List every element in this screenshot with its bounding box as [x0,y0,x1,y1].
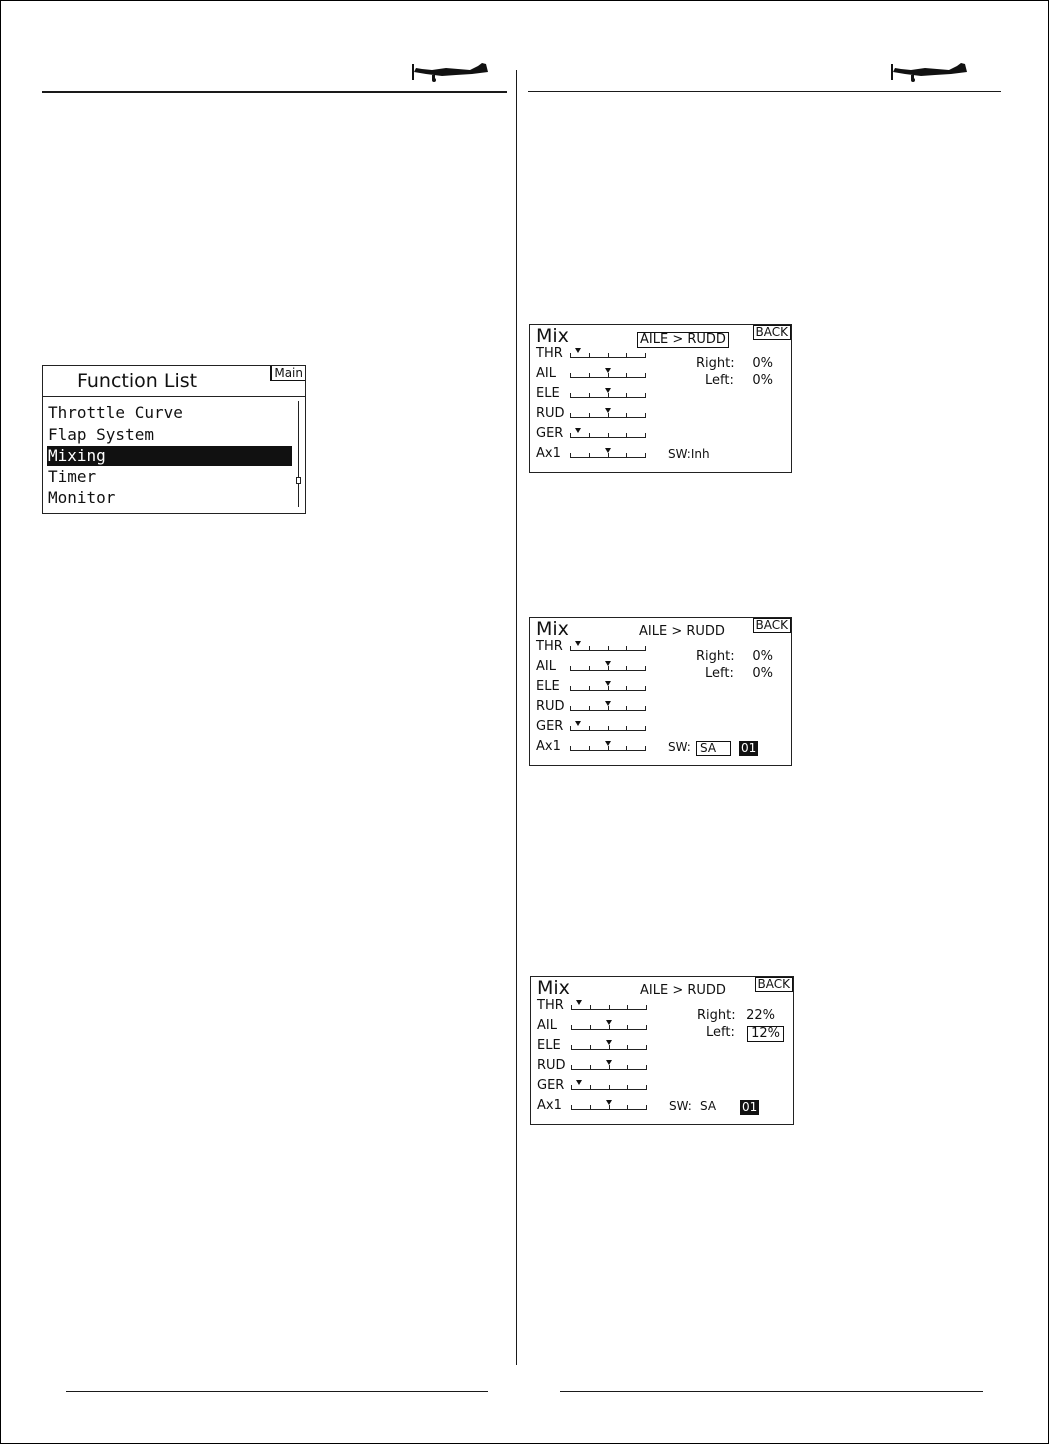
channel-bar-ele [570,685,646,691]
channel-label-ger: GER [537,1078,565,1093]
bar-tick [608,453,609,458]
channel-label-ele: ELE [537,1038,561,1053]
position-marker-icon [606,1040,612,1045]
bar-tick [609,1045,610,1050]
bar-tick [626,706,627,711]
bar-tick [608,373,609,378]
bar-tick [645,353,646,358]
bar-tick [626,686,627,691]
bar-tick [570,746,571,751]
mix-title: Mix [537,977,570,999]
position-marker-icon [576,1000,582,1005]
bar-tick [627,1065,628,1070]
bar-tick [627,1045,628,1050]
main-tab[interactable]: Main [270,366,305,381]
right-value[interactable]: 22% [746,1008,775,1023]
bar-tick [645,686,646,691]
bar-tick [626,453,627,458]
channel-label-ax1: Ax1 [537,1098,562,1113]
channel-label-thr: THR [537,998,564,1013]
channel-bar-ger [570,725,646,731]
position-marker-icon [605,701,611,706]
bar-tick [646,1105,647,1110]
channel-bar-ax1 [571,1104,647,1110]
channel-bar-ger [570,432,646,438]
position-marker-icon [605,448,611,453]
footer-rule-left [66,1391,488,1392]
bar-tick [626,433,627,438]
switch-label: SW: [669,1099,692,1113]
switch-label: SW: [668,740,691,754]
bar-tick [626,353,627,358]
bar-tick [589,353,590,358]
position-marker-icon [605,388,611,393]
bar-tick [570,726,571,731]
bar-tick [589,726,590,731]
position-marker-icon [606,1100,612,1105]
channel-bar-ail [570,665,646,671]
mix-mode-label[interactable]: AILE > RUDD [639,624,725,639]
bar-tick [645,706,646,711]
left-value[interactable]: 12% [747,1026,784,1042]
mix-screen-1 [529,324,792,473]
mix-mode-label[interactable]: AILE > RUDD [637,332,729,348]
menu-item-throttle-curve[interactable]: Throttle Curve [48,403,183,422]
bar-tick [609,1105,610,1110]
channel-bar-ail [571,1024,647,1030]
bar-tick [571,1025,572,1030]
bar-tick [589,433,590,438]
channel-label-ax1: Ax1 [536,739,561,754]
header-rule-right [528,91,1001,92]
bar-tick [590,1085,591,1090]
right-label: Right: [696,356,735,371]
channel-bar-ail [570,372,646,378]
scrollbar-thumb[interactable] [296,477,301,484]
bar-tick [590,1065,591,1070]
left-label: Left: [705,666,734,681]
back-button[interactable]: BACK [753,325,791,340]
bar-tick [626,666,627,671]
bar-tick [571,1005,572,1010]
footer-rule-right [560,1391,983,1392]
bar-tick [570,686,571,691]
mix-screen-2 [529,617,792,766]
left-label: Left: [706,1025,735,1040]
bar-tick [589,373,590,378]
bar-tick [571,1045,572,1050]
bar-tick [570,706,571,711]
switch-position[interactable]: 01 [741,741,757,755]
bar-tick [627,1105,628,1110]
position-marker-icon [605,368,611,373]
bar-tick [608,746,609,751]
title-separator [43,396,305,397]
channel-label-ail: AIL [537,1018,557,1033]
bar-tick [645,393,646,398]
bar-tick [609,1085,610,1090]
channel-label-ail: AIL [536,659,556,674]
bar-tick [590,1005,591,1010]
switch-value[interactable]: SA [700,1099,717,1113]
channel-label-ail: AIL [536,366,556,381]
function-list-screen [42,365,306,514]
bar-tick [570,373,571,378]
mix-mode-label[interactable]: AILE > RUDD [640,983,726,998]
channel-bar-ele [571,1044,647,1050]
position-marker-icon [575,721,581,726]
bar-tick [571,1105,572,1110]
scrollbar[interactable] [298,401,299,507]
bar-tick [570,646,571,651]
position-marker-icon [605,741,611,746]
bar-tick [626,726,627,731]
menu-item-timer[interactable]: Timer [48,467,97,486]
bar-tick [570,353,571,358]
airplane-icon [891,60,969,84]
bar-tick [646,1005,647,1010]
bar-tick [626,746,627,751]
switch-position[interactable]: 01 [742,1100,758,1114]
bar-tick [645,373,646,378]
bar-tick [645,746,646,751]
bar-tick [645,433,646,438]
channel-bar-rud [570,412,646,418]
airplane-icon [412,60,490,84]
bar-tick [646,1025,647,1030]
bar-tick [626,646,627,651]
back-button[interactable]: BACK [753,618,791,633]
bar-tick [571,1085,572,1090]
bar-tick [626,413,627,418]
bar-tick [609,1025,610,1030]
left-label: Left: [705,373,734,388]
function-list-title: Function List [77,370,198,392]
bar-tick [626,393,627,398]
bar-tick [589,393,590,398]
position-marker-icon [575,428,581,433]
bar-tick [589,646,590,651]
bar-tick [590,1025,591,1030]
switch-label: SW:Inh [668,447,710,461]
position-marker-icon [605,408,611,413]
bar-tick [608,393,609,398]
position-marker-icon [605,681,611,686]
bar-tick [589,706,590,711]
bar-tick [608,413,609,418]
position-marker-icon [575,348,581,353]
channel-bar-thr [570,645,646,651]
bar-tick [645,646,646,651]
bar-tick [570,413,571,418]
channel-bar-rud [571,1064,647,1070]
position-marker-icon [606,1060,612,1065]
back-button[interactable]: BACK [755,977,793,992]
bar-tick [645,666,646,671]
header-rule-left [42,91,507,93]
menu-item-flap-system[interactable]: Flap System [48,425,154,444]
bar-tick [571,1065,572,1070]
channel-bar-rud [570,705,646,711]
right-value[interactable]: 0% [752,649,773,664]
bar-tick [608,646,609,651]
bar-tick [608,353,609,358]
channel-label-rud: RUD [536,699,565,714]
channel-label-ger: GER [536,426,564,441]
menu-item-mixing[interactable]: Mixing [47,446,292,466]
bar-tick [570,393,571,398]
bar-tick [646,1045,647,1050]
position-marker-icon [576,1080,582,1085]
right-label: Right: [696,649,735,664]
right-label: Right: [697,1008,736,1023]
bar-tick [627,1005,628,1010]
bar-tick [608,433,609,438]
right-value[interactable]: 0% [752,356,773,371]
bar-tick [590,1045,591,1050]
channel-bar-thr [570,352,646,358]
channel-label-ger: GER [536,719,564,734]
menu-item-monitor[interactable]: Monitor [48,488,116,507]
bar-tick [570,433,571,438]
bar-tick [570,666,571,671]
bar-tick [627,1025,628,1030]
channel-label-ele: ELE [536,679,560,694]
left-value[interactable]: 0% [752,373,773,388]
mix-screen-3 [530,976,794,1125]
bar-tick [646,1085,647,1090]
bar-tick [645,453,646,458]
switch-value[interactable]: SA [696,741,731,756]
bar-tick [609,1065,610,1070]
bar-tick [590,1105,591,1110]
channel-bar-ax1 [570,745,646,751]
channel-label-rud: RUD [537,1058,566,1073]
mix-title: Mix [536,618,569,640]
channel-label-thr: THR [536,639,563,654]
mix-title: Mix [536,325,569,347]
channel-bar-ax1 [570,452,646,458]
bar-tick [626,373,627,378]
bar-tick [608,706,609,711]
bar-tick [645,726,646,731]
left-value[interactable]: 0% [752,666,773,681]
channel-label-ele: ELE [536,386,560,401]
position-marker-icon [606,1020,612,1025]
bar-tick [609,1005,610,1010]
bar-tick [646,1065,647,1070]
bar-tick [589,686,590,691]
bar-tick [608,666,609,671]
bar-tick [627,1085,628,1090]
bar-tick [570,453,571,458]
column-divider [516,70,517,1365]
channel-bar-ger [571,1084,647,1090]
bar-tick [589,746,590,751]
channel-bar-ele [570,392,646,398]
bar-tick [608,686,609,691]
channel-label-thr: THR [536,346,563,361]
channel-label-rud: RUD [536,406,565,421]
channel-bar-thr [571,1004,647,1010]
channel-label-ax1: Ax1 [536,446,561,461]
bar-tick [589,453,590,458]
bar-tick [589,666,590,671]
position-marker-icon [605,661,611,666]
bar-tick [645,413,646,418]
bar-tick [608,726,609,731]
position-marker-icon [575,641,581,646]
bar-tick [589,413,590,418]
